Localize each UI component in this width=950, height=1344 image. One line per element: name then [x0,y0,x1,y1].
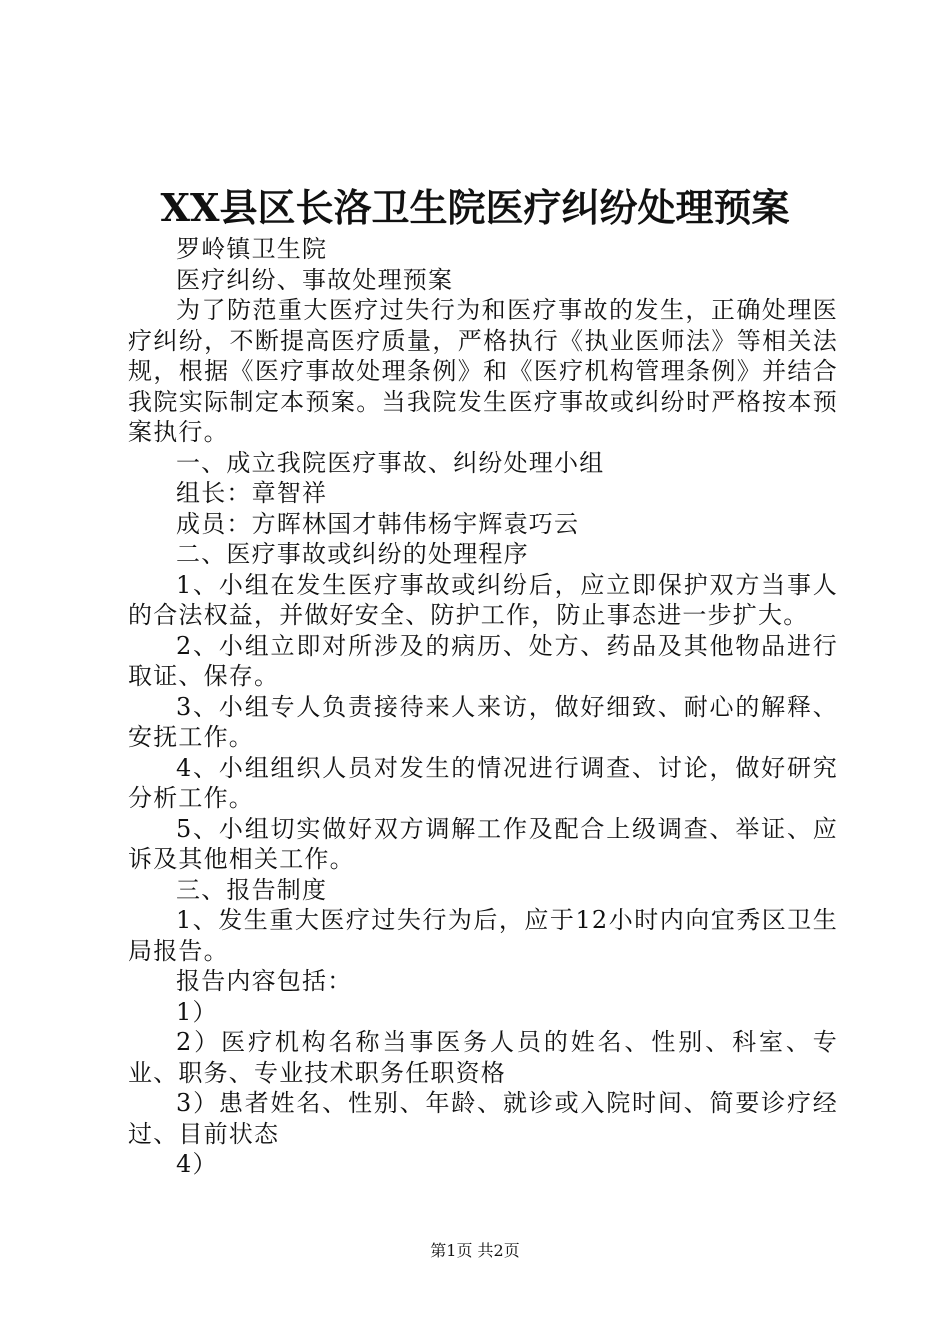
paragraph: 4、小组组织人员对发生的情况进行调查、讨论，做好研究分析工作。 [128,753,838,812]
section-heading: 一、成立我院医疗事故、纠纷处理小组 [176,448,605,477]
section-heading: 二、医疗事故或纠纷的处理程序 [176,540,529,568]
section-heading: 三、报告制度 [176,875,328,904]
list-item: 1） [176,997,218,1026]
document-body [128,234,838,1180]
paragraph: 罗岭镇卫生院 [176,235,328,263]
document-title: XX县区长洛卫生院医疗纠纷处理预案 [160,185,790,230]
list-item: 3）患者姓名、性别、年龄、就诊或入院时间、简要诊疗经过、目前状态 [128,1089,838,1148]
paragraph: 为了防范重大医疗过失行为和医疗事故的发生，正确处理医疗纠纷，不断提高医疗质量，严格执行《执业医师法》等相关法规，根据《医疗事故处理条例》和《医疗机构管理条例》并结合我院实际制定本预案。当我院发生医疗事故或纠纷时严格按本预案执行。 [128,296,838,446]
page-footer: 第1页 共2页 [430,1241,520,1260]
paragraph: 报告内容包括： [176,967,353,995]
list-item: 2）医疗机构名称当事医务人员的姓名、性别、科室、专业、职务、专业技术职务任职资格 [128,1028,838,1087]
paragraph: 成员：方晖林国才韩伟杨宇辉袁巧云 [176,509,580,538]
paragraph: 1、发生重大医疗过失行为后，应于12小时内向宜秀区卫生局报告。 [128,906,838,965]
paragraph: 医疗纠纷、事故处理预案 [176,265,454,294]
paragraph: 组长：章智祥 [176,479,328,507]
paragraph: 5、小组切实做好双方调解工作及配合上级调查、举证、应诉及其他相关工作。 [128,814,838,873]
paragraph: 3、小组专人负责接待来人来访，做好细致、耐心的解释、安抚工作。 [128,692,838,751]
paragraph: 1、小组在发生医疗事故或纠纷后，应立即保护双方当事人的合法权益，并做好安全、防护工作，防止事态进一步扩大。 [128,570,838,629]
paragraph: 2、小组立即对所涉及的病历、处方、药品及其他物品进行取证、保存。 [128,631,838,690]
list-item: 4） [176,1150,218,1178]
